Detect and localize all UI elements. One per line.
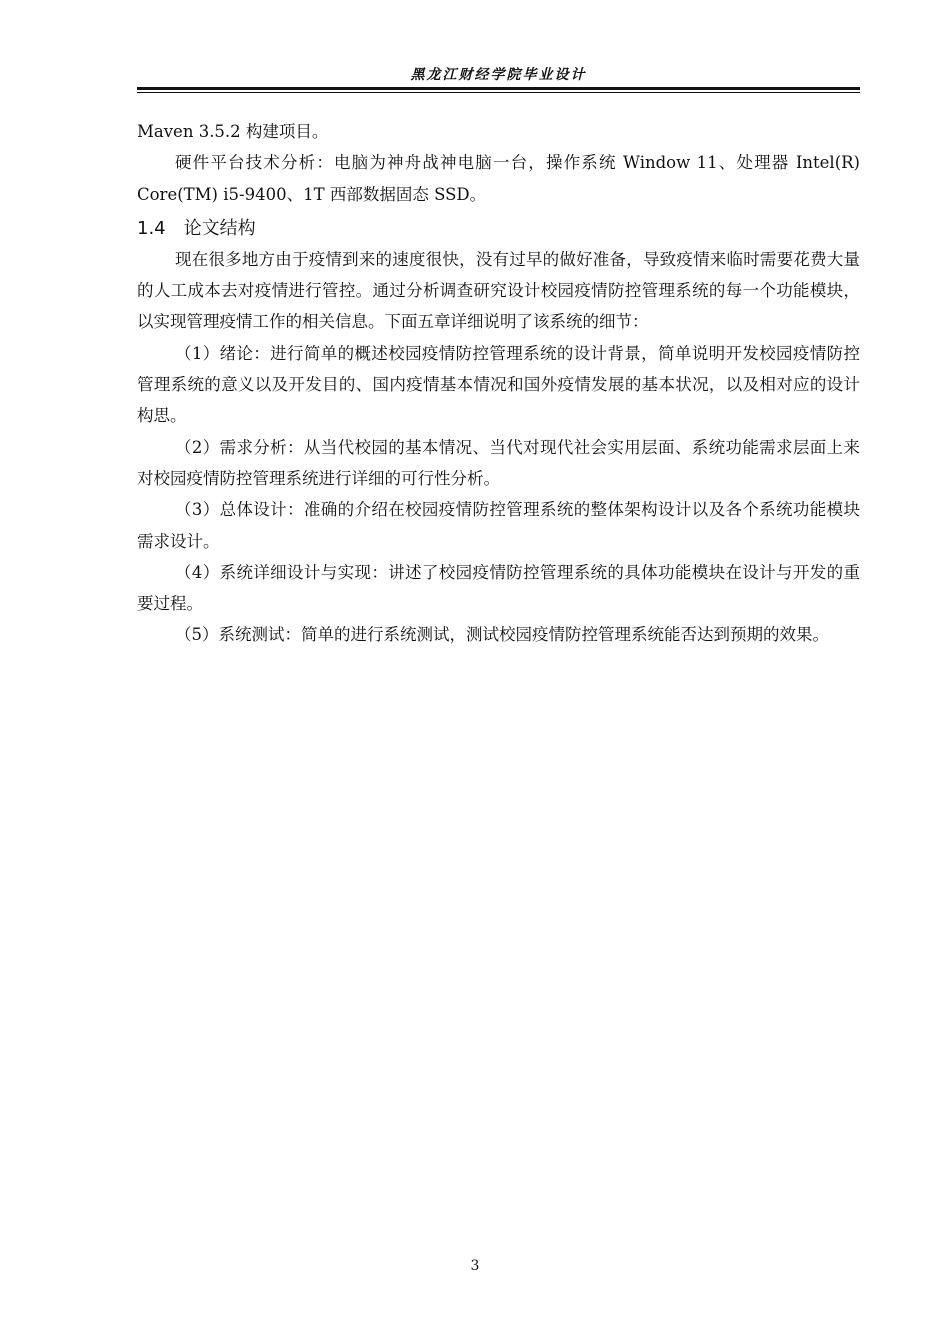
running-header: 黑龙江财经学院毕业设计 bbox=[410, 67, 587, 83]
page-number: 3 bbox=[470, 1258, 480, 1274]
body-text bbox=[137, 116, 860, 651]
list-item: （3）总体设计：准确的介绍在校园疫情防控管理系统的整体架构设计以及各个系统功能模块需求设计。 bbox=[137, 500, 860, 551]
paragraph-maven: Maven 3.5.2 构建项目。 bbox=[137, 122, 329, 141]
header-rule-thin bbox=[137, 92, 860, 93]
paragraph-intro: 现在很多地方由于疫情到来的速度很快，没有过早的做好准备，导致疫情来临时需要花费大量的人工成本去对疫情进行管控。通过分析调查研究设计校园疫情防控管理系统的每一个功能模块，以实现管理疫情工作的相关信息。下面五章详细说明了该系统的细节： bbox=[137, 249, 860, 332]
section-title: 论文结构 bbox=[183, 217, 256, 239]
section-number: 1.4 bbox=[137, 217, 166, 239]
list-item: （1）绪论：进行简单的概述校园疫情防控管理系统的设计背景，简单说明开发校园疫情防控管理系统的意义以及开发目的、国内疫情基本情况和国外疫情发展的基本状况，以及相对应的设计构思。 bbox=[137, 343, 860, 426]
section-heading bbox=[137, 214, 860, 244]
list-item: （4）系统详细设计与实现：讲述了校园疫情防控管理系统的具体功能模块在设计与开发的重要过程。 bbox=[137, 562, 860, 614]
header-rule-thick bbox=[137, 87, 860, 90]
list-item: （5）系统测试：简单的进行系统测试，测试校园疫情防控管理系统能否达到预期的效果。 bbox=[175, 625, 829, 645]
list-item: （2）需求分析：从当代校园的基本情况、当代对现代社会实用层面、系统功能需求层面上来对校园疫情防控管理系统进行详细的可行性分析。 bbox=[137, 437, 860, 488]
paragraph-hardware: 硬件平台技术分析：电脑为神舟战神电脑一台，操作系统 Window 11、处理器 Intel(R) Core(TM) i5-9400、1T 西部数据固态 SSD。 bbox=[137, 153, 860, 204]
